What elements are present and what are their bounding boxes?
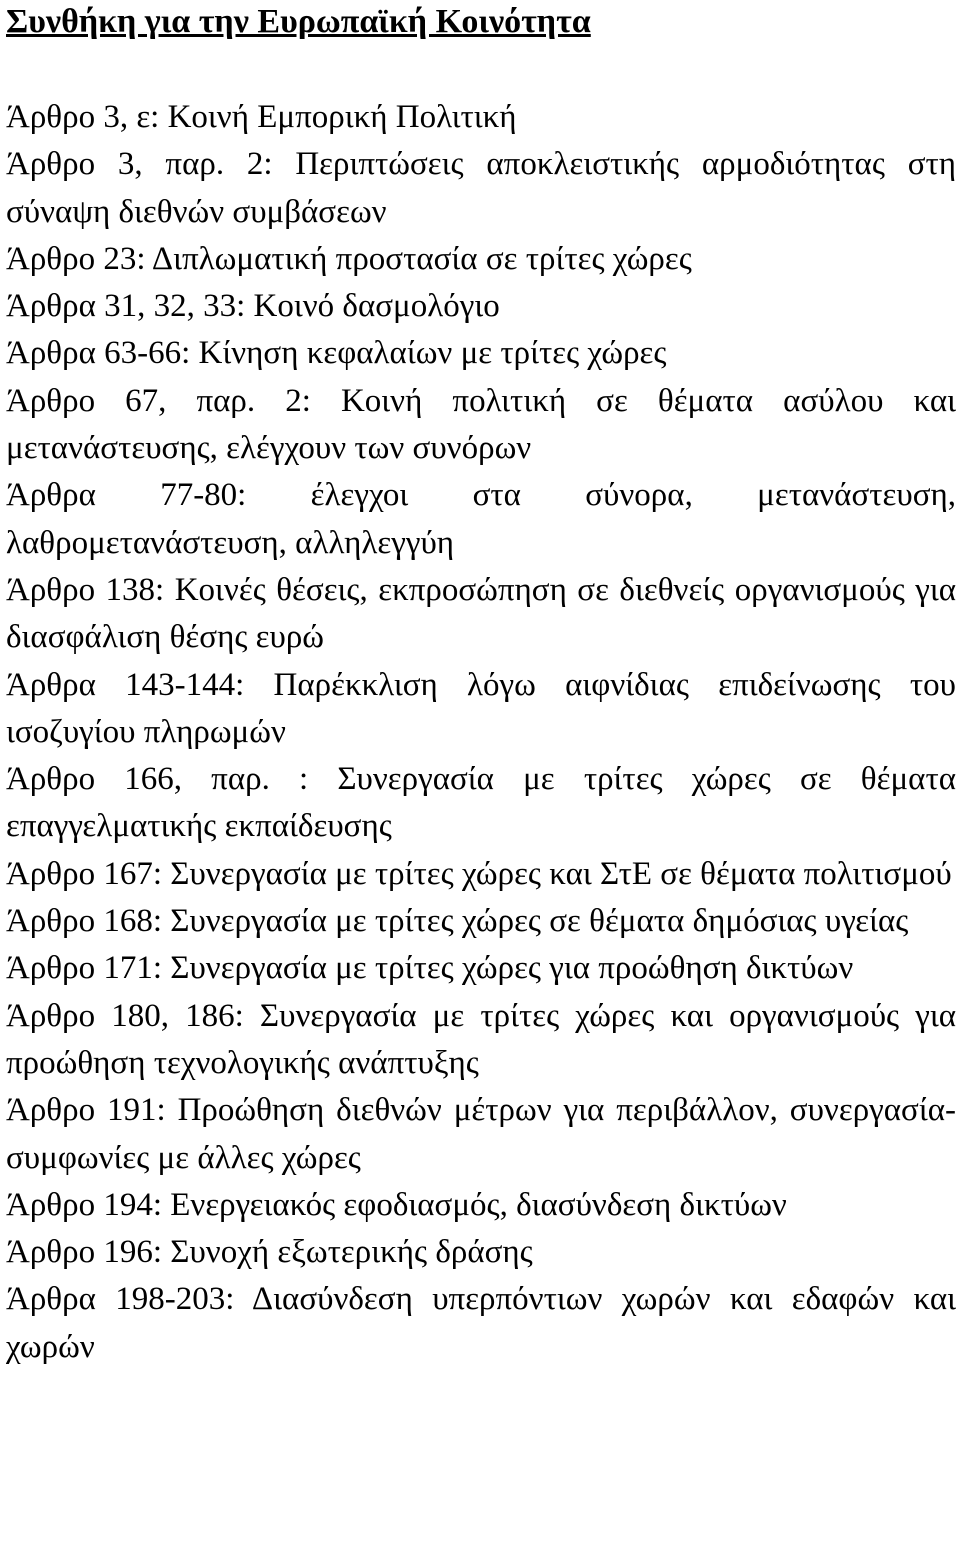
article-entry: Άρθρα 31, 32, 33: Κοινό δασμολόγιο [6, 288, 500, 325]
article-entry: Άρθρο 23: Διπλωματική προστασία σε τρίτες χώρες [6, 240, 692, 277]
article-entry: Άρθρα 198-203: Διασύνδεση υπερπόντιων χωρών και εδαφών και χωρών [6, 1281, 956, 1365]
article-entry: Άρθρο 3, παρ. 2: Περιπτώσεις αποκλειστικής αρμοδιότητας στη σύναψη διεθνών συμβάσεων [6, 146, 956, 230]
article-entry: Άρθρο 194: Ενεργειακός εφοδιασμός, διασύνδεση δικτύων [6, 1186, 787, 1223]
document-page [6, 0, 956, 1371]
article-entry: Άρθρο 168: Συνεργασία με τρίτες χώρες σε θέματα δημόσιας υγείας [6, 903, 909, 940]
article-entry: Άρθρα 63-66: Κίνηση κεφαλαίων με τρίτες χώρες [6, 335, 667, 372]
article-entry: Άρθρο 138: Κοινές θέσεις, εκπροσώπηση σε διεθνείς οργανισμούς για διασφάλιση θέσης ευρώ [6, 571, 956, 656]
document-title: Συνθήκη για την Ευρωπαϊκή Κοινότητα [6, 3, 591, 40]
article-entry: Άρθρο 191: Προώθηση διεθνών μέτρων για περιβάλλον, συνεργασία-συμφωνίες με άλλες χώρες [6, 1092, 956, 1176]
article-list [6, 94, 956, 1371]
article-entry: Άρθρο 196: Συνοχή εξωτερικής δράσης [6, 1234, 533, 1271]
article-entry: Άρθρο 180, 186: Συνεργασία με τρίτες χώρες και οργανισμούς για προώθηση τεχνολογικής ανάπτυξης [6, 997, 956, 1081]
article-entry: Άρθρο 67, παρ. 2: Κοινή πολιτική σε θέματα ασύλου και μετανάστευσης, ελέγχουν των συνόρων [6, 382, 956, 467]
article-entry: Άρθρο 3, ε: Κοινή Εμπορική Πολιτική [6, 99, 517, 135]
article-entry: Άρθρα 77-80: έλεγχοι στα σύνορα, μετανάστευση, λαθρομετανάστευση, αλληλεγγύη [6, 477, 956, 561]
article-entry: Άρθρα 143-144: Παρέκκλιση λόγω αιφνίδιας επιδείνωσης του ισοζυγίου πληρωμών [6, 666, 956, 750]
article-entry: Άρθρο 166, παρ. : Συνεργασία με τρίτες χώρες σε θέματα επαγγελματικής εκπαίδευσης [6, 761, 956, 845]
article-entry: Άρθρο 171: Συνεργασία με τρίτες χώρες για προώθηση δικτύων [6, 950, 854, 987]
article-entry: Άρθρο 167: Συνεργασία με τρίτες χώρες και ΣτΕ σε θέματα πολιτισμού [6, 855, 952, 892]
